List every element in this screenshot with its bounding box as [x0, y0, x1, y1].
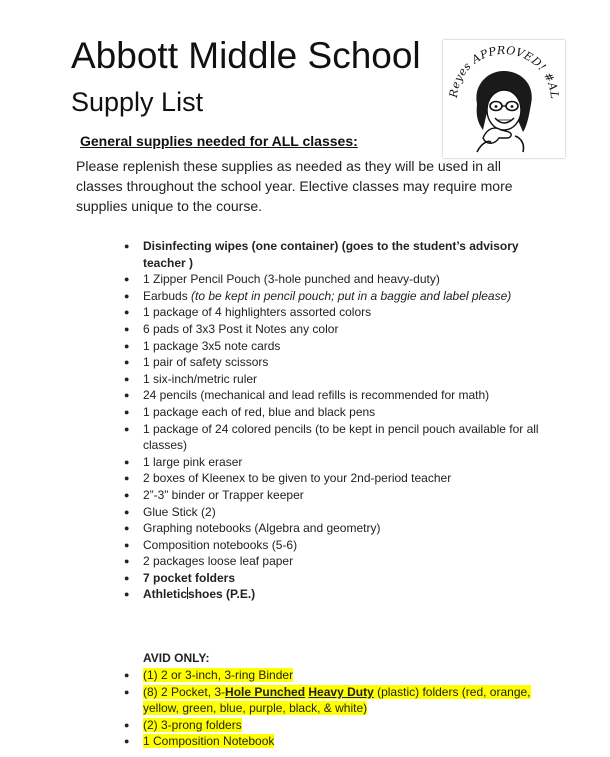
avid-heading: AVID ONLY: — [143, 651, 210, 665]
list-item: ● (2) 3-prong folders — [124, 717, 544, 734]
list-item: ● 2 boxes of Kleenex to be given to your 2nd-period teacher — [124, 470, 544, 487]
list-item: ● 1 package 3x5 note cards — [124, 338, 544, 355]
list-item: ● Graphing notebooks (Algebra and geometry) — [124, 520, 544, 537]
list-item: ● 24 pencils (mechanical and lead refills is recommended for math) — [124, 387, 544, 404]
supply-list — [124, 238, 544, 603]
list-item: ● (1) 2 or 3-inch, 3-ring Binder — [124, 667, 544, 684]
list-item: ● 1 package of 24 colored pencils (to be kept in pencil pouch available for all classes) — [124, 421, 544, 454]
list-item: ● 1 pair of safety scissors — [124, 354, 544, 371]
stamp-text: Reyes APPROVED! #AL — [446, 43, 562, 100]
list-item: ● 6 pads of 3x3 Post it Notes any color — [124, 321, 544, 338]
list-item: ● 2 packages loose leaf paper — [124, 553, 544, 570]
reyes-approved-stamp — [443, 40, 565, 158]
list-item: ● Athleticshoes (P.E.) — [124, 586, 544, 603]
list-item: ● 1 Composition Notebook — [124, 733, 544, 750]
list-item: ● 1 six-inch/metric ruler — [124, 371, 544, 388]
list-item: ● 1 large pink eraser — [124, 454, 544, 471]
list-item: ● 1 Zipper Pencil Pouch (3-hole punched and heavy-duty) — [124, 271, 544, 288]
list-item: ● Glue Stick (2) — [124, 504, 544, 521]
list-item: ● Composition notebooks (5-6) — [124, 537, 544, 554]
stamp-illustration-icon — [443, 40, 565, 158]
section-heading: General supplies needed for ALL classes: — [80, 133, 358, 149]
list-item: ● 1 package of 4 highlighters assorted colors — [124, 304, 544, 321]
italic-note: (to be kept in pencil pouch; put in a baggie and label please) — [191, 288, 512, 303]
intro-paragraph: Please replenish these supplies as needed as they will be used in all classes throughout the school year. Elective classes may require more supplies unique to the course. — [76, 158, 513, 214]
list-item: ● Disinfecting wipes (one container) (goes to the student’s advisory teacher ) — [124, 238, 544, 271]
list-item: ● 1 package each of red, blue and black pens — [124, 404, 544, 421]
list-item: ● (8) 2 Pocket, 3-Hole Punched Heavy Duty (plastic) folders (red, orange, yellow, green, blue, purple, black, & white) — [124, 684, 544, 717]
list-item: ● 2”-3” binder or Trapper keeper — [124, 487, 544, 504]
page-subtitle: Supply List — [71, 87, 204, 117]
avid-list — [124, 667, 544, 750]
list-item: ● 7 pocket folders — [124, 570, 544, 587]
list-item: ● Earbuds (to be kept in pencil pouch; put in a baggie and label please) — [124, 288, 544, 305]
page-title: Abbott Middle School — [71, 35, 421, 76]
